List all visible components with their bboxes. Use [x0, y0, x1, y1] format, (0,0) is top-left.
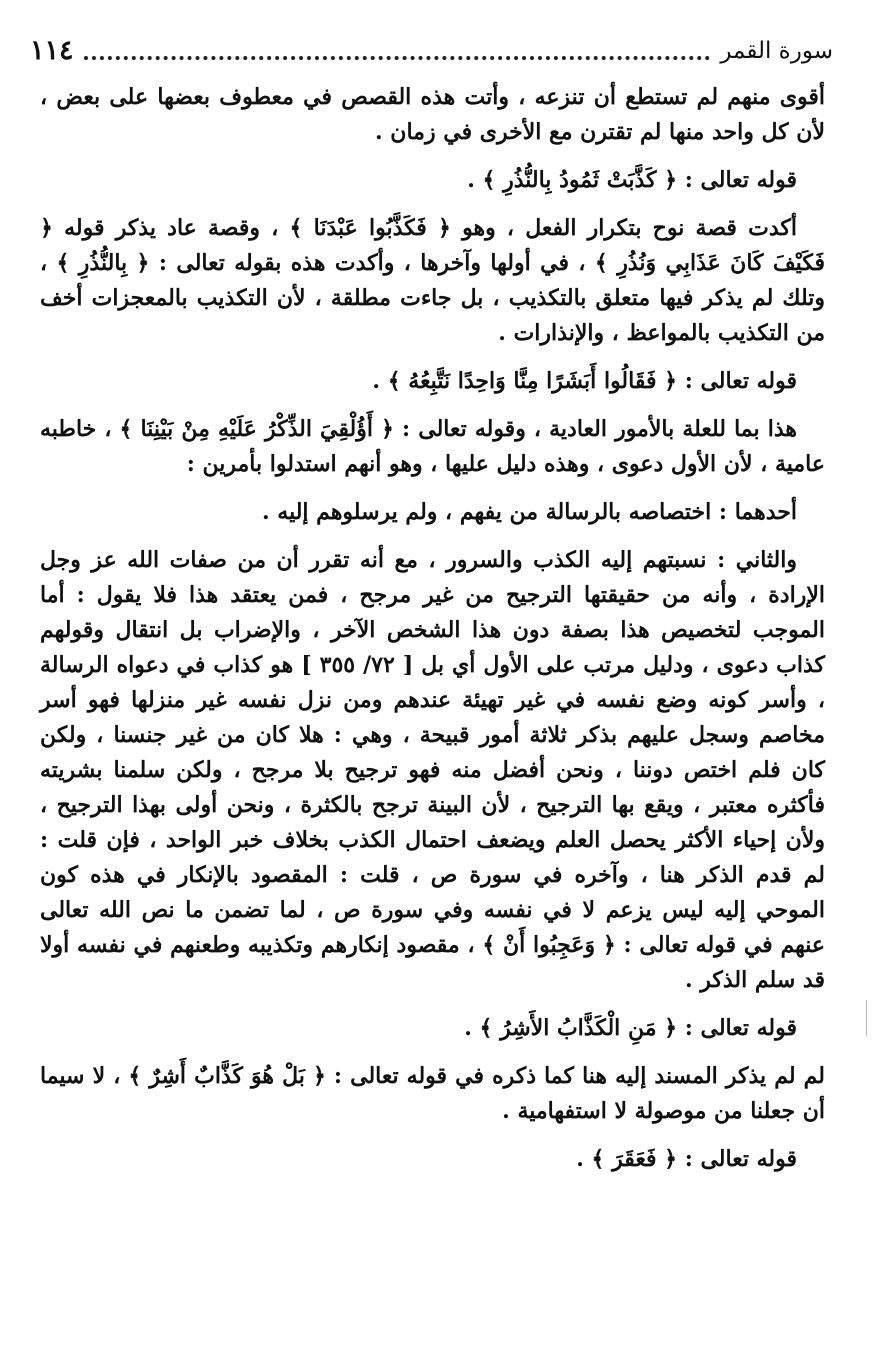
paragraph: قوله تعالى : ﴿ فَعَقَرَ ﴾ . [576, 1146, 797, 1172]
header-dotted-rule [84, 56, 711, 60]
page-header [30, 28, 833, 68]
paragraph: أقوى منهم لم تستطع أن تنزعه ، وأتت هذه القصص في معطوف بعضها على بعض ، لأن كل واحد منها لم تقترن مع الأخرى في زمان . [40, 84, 825, 145]
page-body [40, 80, 825, 1183]
paragraph: أحدهما : اختصاصه بالرسالة من يفهم ، ولم يرسلوهم إليه . [261, 499, 797, 525]
surah-title: سورة القمر [720, 38, 833, 64]
paragraph: أكدت قصة نوح بتكرار الفعل ، وهو ﴿ فَكَذَّبُوا عَبْدَنَا ﴾ ، وقصة عاد يذكر قوله ﴿ فَكَيْفَ كَانَ عَذَابِي وَنُذُرِ ﴾ ، في أولها وآخرها ، وأكدت هذه بقوله تعالى : ﴿ بِالنُّذُرِ ﴾ ، وتلك لم يذكر فيها متعلق بالتكذيب ، بل جاءت مطلقة ، لأن التكذيب بالمعجزات أخف من التكذيب بالمواعظ ، والإنذارات . [40, 215, 825, 346]
paragraph: هذا بما للعلة بالأمور العادية ، وقوله تعالى : ﴿ أَؤُلْقِيَ الذِّكْرُ عَلَيْهِ مِنْ بَيْنِنَا ﴾ ، خاطبه عامية ، لأن الأول دعوى ، وهذه دليل عليها ، وهو أنهم استدلوا بأمرين : [40, 416, 825, 477]
paragraph: قوله تعالى : ﴿ كَذَّبَتْ ثَمُودُ بِالنُّذُرِ ﴾ . [467, 167, 797, 193]
paragraph: قوله تعالى : ﴿ مَنِ الْكَذَّابُ الأَشِرُ ﴾ . [464, 1015, 797, 1041]
paragraph: قوله تعالى : ﴿ فَقَالُوا أَبَشَرًا مِنَّا وَاحِدًا نَتَّبِعُهُ ﴾ . [372, 368, 797, 394]
page-number: ١١٤ [30, 35, 74, 66]
scan-edge-mark [858, 1000, 867, 1036]
paragraph: لم لم يذكر المسند إليه هنا كما ذكره في قوله تعالى : ﴿ بَلْ هُوَ كَذَّابٌ أَشِرٌ ﴾ ، لا سيما أن جعلنا من موصولة لا استفهامية . [40, 1063, 825, 1124]
paragraph: والثاني : نسبتهم إليه الكذب والسرور ، مع أنه تقرر أن من صفات الله عز وجل الإرادة ، وأنه من حقيقتها الترجيح من غير مرجح ، فمن يعتقد هذا فلا يقول : أما الموجب لتخصيص هذا بصفة دون هذا الشخص الآخر ، والإضراب بل انتقال وقولهم كذاب دعوى ، ودليل مرتب على الأول أي بل [ ٧٢/ ٣٥٥ ] هو كذاب في دعواه الرسالة ، وأسر كونه وضع نفسه في غير تهيئة عندهم ومن نزل نفسه غير منزلها فهو أسر مخاصم وسجل عليهم بذكر ثلاثة أمور قبيحة ، وهي : هلا كان من غير جنسنا ، ولكن كان فلم اختص دوننا ، ونحن أفضل منه فهو ترجيح بلا مرجح ، ولكن سلمنا بشريته فأكثره معتبر ، ويقع بها الترجيح ، لأن البينة ترجح بالكثرة ، ونحن أولى بهذا الترجيح ، ولأن إحياء الأكثر يحصل العلم ويضعف احتمال الكذب بخلاف خبر الواحد ، فإن قلت : لم قدم الذكر هنا ، وآخره في سورة ص ، قلت : المقصود بالإنكار في هذه كون الموحي إليه ليس يزعم لا في نفسه وفي سورة ص ، لما تضمن ما نص الله تعالى عنهم في قوله تعالى : ﴿ وَعَجِبُوا أَنْ ﴾ ، مقصود إنكارهم وتكذيبه وطعنهم في نفسه أولا قد سلم الذكر . [40, 547, 825, 993]
